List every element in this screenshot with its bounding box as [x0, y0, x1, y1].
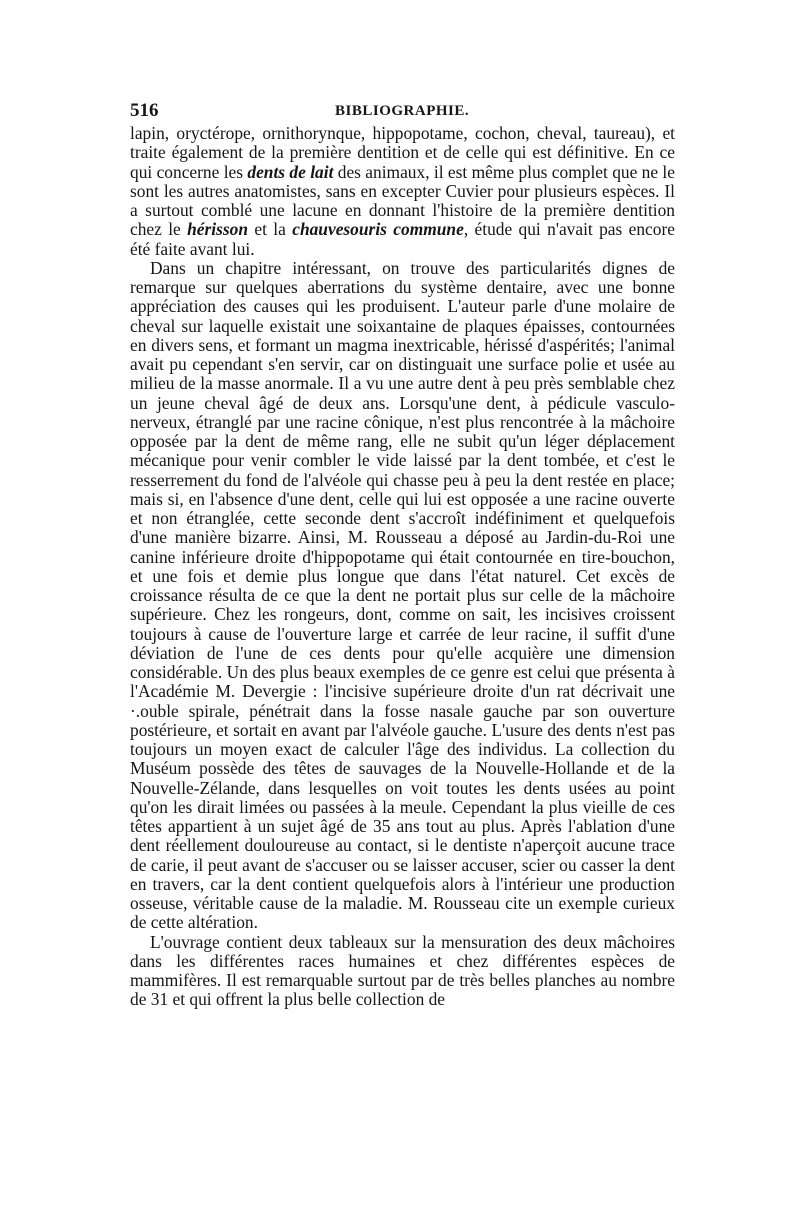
text-run: des animaux, il est même plus complet que ne le sont les autres anatomistes, sans en excepter Cuvier pour plusieurs espèces. Il a surtout comblé une lacune en donnant l'histoire de la première dentition chez le: [130, 161, 675, 240]
emphasis-herisson: hérisson: [187, 219, 249, 240]
text-run: L'ouvrage contient deux tableaux sur la mensuration des deux mâchoires dans les différentes races humaines et chez différentes espèces de mammifères. Il est remarquable surtout par de très belles planches au nombre de 31 et qui offrent la plus belle collection de: [130, 931, 675, 1010]
running-title: BIBLIOGRAPHIE.: [335, 103, 470, 119]
text-run: et la: [248, 219, 293, 240]
paragraph-aberrations: [130, 259, 675, 933]
body-text: [130, 124, 675, 1010]
emphasis-chauvesouris-commune: chauvesouris commune: [292, 219, 464, 240]
emphasis-dents-de-lait: dents de lait: [247, 161, 334, 182]
paragraph-continuation: [130, 124, 675, 259]
page-number: 516: [130, 100, 159, 121]
text-run: lapin, oryctérope, ornithorynque, hippopotame, cochon, cheval, taureau), et traite également de la première dentition et de celle qui est définitive. En ce qui concerne les: [130, 123, 675, 182]
text-run: Dans un chapitre intéressant, on trouve des particularités dignes de remarque sur quelques aberrations du système dentaire, avec une bonne appréciation des causes qui les produisent. L'auteur parle d'une molaire de cheval sur laquelle existait une soixantaine de plaques épaisses, contournées en divers sens, et formant un magma inextricable, hérissé d'aspérités; l'animal avait pu cependant s'en servir, car on distinguait une surface polie et usée au milieu de la masse anormale. Il a vu une autre dent à peu près semblable chez un jeune cheval âgé de deux ans. Lorsqu'une dent, à pédicule vasculo-nerveux, étranglé par une racine cônique, n'est plus rencontrée à la mâchoire opposée par la dent de même rang, elle ne subit qu'un léger déplacement mécanique pour venir combler le vide laissé par la dent tombée, et c'est le resserrement du fond de l'alvéole qui chasse peu à peu la dent restée en place; mais si, en l'absence d'une dent, celle qui lui est opposée a une racine ouverte et non étranglée, cette seconde dent s'accroît indéfiniment et quelquefois d'une manière bizarre. Ainsi, M. Rousseau a déposé au Jardin-du-Roi une canine inférieure droite d'hippopotame qui était contournée en tire-bouchon, et une fois et demie plus longue que dans l'état naturel. Cet excès de croissance résulta de ce que la dent ne portait plus sur celle de la mâchoire supérieure. Chez les rongeurs, dont, comme on sait, les incisives croissent toujours à cause de l'ouverture large et carrée de leur racine, il suffit d'une déviation de l'une de ces dents pour qu'elle acquière une dimension considérable. Un des plus beaux exemples de ce genre est celui que présenta à l'Académie M. Devergie : l'incisive supérieure droite d'un rat décrivait une ·.ouble spirale, pénétrait dans la fosse nasale gauche par son ouverture postérieure, et sortait en avant par l'alvéole gauche. L'usure des dents n'est pas toujours un moyen exact de calculer l'âge des individus. La collection du Muséum possède des têtes de sauvages de la Nouvelle-Hollande et de la Nouvelle-Zélande, dans lesquelles on voit toutes les dents usées au point qu'on les dirait limées ou passées à la meule. Cependant la plus vieille de ces têtes appartient à un sujet âgé de 35 ans tout au plus. Après l'ablation d'une dent réellement douloureuse au contact, si le dentiste n'aperçoit aucune trace de carie, il peut avant de s'accuser ou se laisser accuser, scier ou casser la dent en travers, car la dent contient quelquefois alors à l'intérieur une production osseuse, véritable cause de la maladie. M. Rousseau cite un exemple curieux de cette altération.: [130, 257, 675, 933]
book-page: [130, 100, 675, 1010]
running-head: [130, 100, 675, 124]
text-run: , étude qui n'avait pas encore été faite avant lui.: [130, 219, 675, 259]
paragraph-ouvrage: [130, 933, 675, 1010]
